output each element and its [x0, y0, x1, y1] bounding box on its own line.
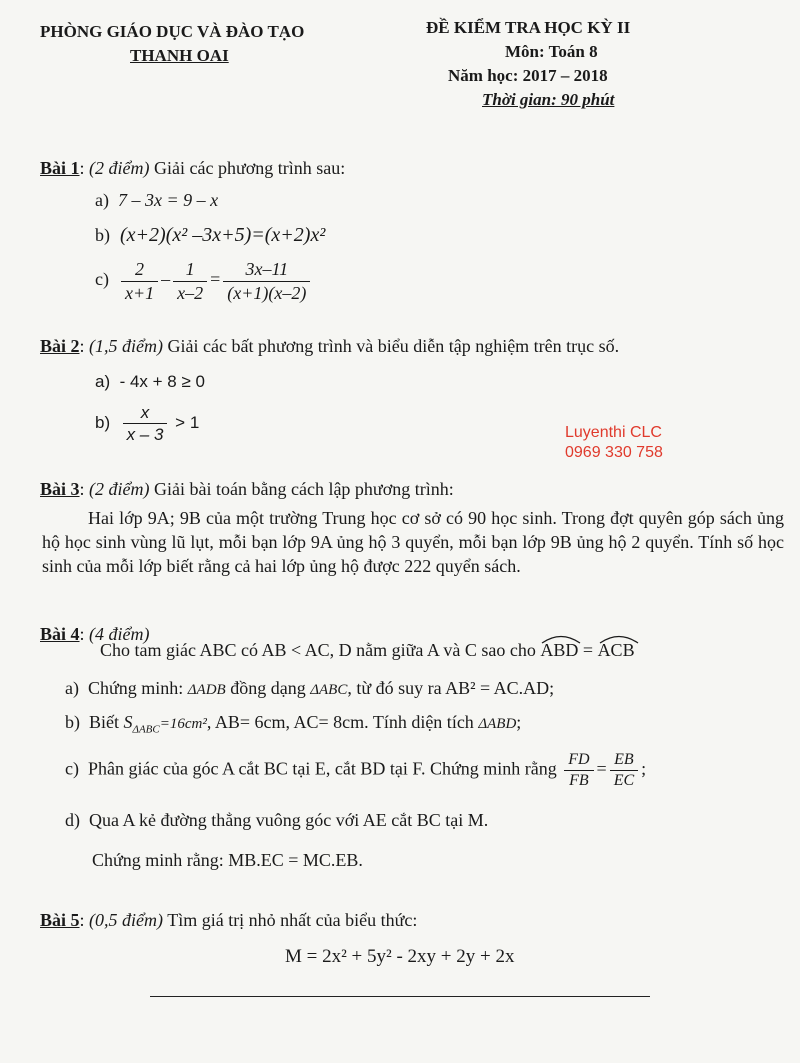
q1-c-fraction-2: $\frac{1}{x-2}$	[173, 258, 207, 304]
question-5-points: (0,5 điểm)	[89, 910, 164, 930]
angle-equals: =	[582, 640, 594, 660]
question-3-points: (2 điểm)	[89, 479, 150, 499]
q1-b-label: b)	[95, 225, 110, 245]
question-1-label: Bài 1	[40, 158, 80, 178]
q1-part-b	[95, 224, 325, 247]
angle-hat-icon	[540, 634, 582, 644]
q4-part-d-proof: Chứng minh rằng: MB.EC = MC.EB.	[92, 850, 363, 870]
q4-c-label: c)	[65, 758, 79, 779]
question-2-label: Bài 2	[40, 336, 80, 356]
q1-c-label: c)	[95, 269, 109, 290]
district-name: THANH OAI	[130, 46, 229, 65]
question-3-body: Hai lớp 9A; 9B của một trường Trung học cơ sở có 90 học sinh. Trong đợt quyên góp sách ủng hộ học sinh vùng lũ lụt, mỗi bạn lớp 9A ủng hộ 3 quyển, mỗi bạn lớp 9B ủng hộ 2 quyển. Tính số học sinh của mỗi lớp biết rằng cả hai lớp ủng hộ được 222 quyển sách.	[42, 508, 784, 576]
q2-a-inequality: - 4x + 8 ≥ 0	[119, 372, 205, 391]
q4-intro-text: Cho tam giác ABC có AB < AC, D nằm giữa A và C sao cho	[100, 640, 536, 660]
q1-a-equation: 7 – 3x = 9 – x	[117, 190, 219, 210]
q1-part-a	[95, 190, 218, 211]
q2-b-rest: > 1	[175, 413, 200, 433]
q1-c-fraction-3: $\frac{3x-11}{(x+1)(x-2)}$	[223, 258, 310, 304]
q4-part-b: b) Biết $S_{\Delta ABC}=16cm^2$, AB= 6cm, AC= 8cm. Tính diện tích ΔABD;	[65, 712, 522, 736]
watermark-name: Luyenthi CLC	[565, 424, 662, 441]
question-2-points: (1,5 điểm)	[89, 336, 164, 356]
q1-c-equals: =	[210, 269, 221, 290]
q2-b-label: b)	[95, 413, 111, 433]
triangle-abc: ΔABC	[310, 682, 348, 698]
question-1-heading: Bài 1: (2 điểm) Giải các phương trình sau:	[40, 158, 346, 178]
q4-d-label: d)	[65, 810, 80, 830]
q4-c-fraction-1: $\frac{FD}{FB}$	[564, 750, 593, 791]
question-2-instruction: Giải các bất phương trình và biểu diễn tập nghiệm trên trục số.	[167, 336, 620, 356]
question-1-instruction: Giải các phương trình sau:	[154, 158, 346, 178]
question-5-expression: M = 2x² + 5y² - 2xy + 2y + 2x	[285, 946, 515, 967]
exam-time: Thời gian: 90 phút	[482, 90, 615, 109]
q2-a-label: a)	[95, 372, 111, 391]
angle-acb: ACB	[598, 640, 635, 661]
question-3-heading: Bài 3: (2 điểm) Giải bài toán bằng cách lập phương trình:	[40, 479, 454, 499]
area-symbol: $S_{\Delta ABC}$	[123, 712, 160, 736]
question-1-points: (2 điểm)	[89, 158, 150, 178]
question-2-heading: Bài 2: (1,5 điểm) Giải các bất phương trình và biểu diễn tập nghiệm trên trục số.	[40, 336, 620, 356]
angle-abd: ABD	[540, 640, 578, 661]
q4-part-c: c) Phân giác của góc A cắt BC tại E, cắt BD tại F. Chứng minh rằng $\frac{FD}{FB}$ = $\frac{EB}{EC}$ ;	[65, 751, 647, 789]
question-3-instruction: Giải bài toán bằng cách lập phương trình:	[154, 479, 454, 499]
q1-a-label: a)	[95, 190, 109, 210]
q4-part-a: a) Chứng minh: ΔADB đồng dạng ΔABC, từ đó suy ra AB² = AC.AD;	[65, 678, 555, 698]
q4-a-label: a)	[65, 678, 79, 698]
exam-subject: Môn: Toán 8	[505, 42, 598, 61]
question-5-instruction: Tìm giá trị nhỏ nhất của biểu thức:	[167, 910, 418, 930]
exam-title: ĐỀ KIỂM TRA HỌC KỲ II	[426, 18, 631, 37]
triangle-adb: ΔADB	[187, 682, 226, 698]
q2-b-fraction: $\frac{x}{x - 3}$	[123, 402, 168, 446]
q1-b-equation: (x+2)(x² –3x+5)=(x+2)x²	[120, 224, 326, 246]
q2-part-b	[95, 402, 199, 446]
watermark-phone: 0969 330 758	[565, 444, 663, 461]
q4-part-d: d) Qua A kẻ đường thẳng vuông góc với AE cắt BC tại M.	[65, 810, 489, 830]
question-4-heading: Bài 4: (4 điểm)	[40, 624, 150, 644]
q2-part-a	[95, 372, 205, 392]
q1-c-fraction-1: $\frac{2}{x+1}$	[121, 258, 158, 304]
end-divider	[150, 996, 650, 997]
q1-part-c	[95, 258, 313, 304]
question-4-points: (4 điểm)	[89, 624, 150, 644]
question-3-label: Bài 3	[40, 479, 80, 499]
department-name: PHÒNG GIÁO DỤC VÀ ĐÀO TẠO	[40, 22, 305, 41]
triangle-abd: ΔABD	[478, 716, 517, 732]
question-4-intro	[100, 640, 635, 661]
question-5-label: Bài 5	[40, 910, 80, 930]
question-5-heading: Bài 5: (0,5 điểm) Tìm giá trị nhỏ nhất của biểu thức:	[40, 910, 418, 930]
exam-year: Năm học: 2017 – 2018	[448, 66, 608, 85]
q4-b-label: b)	[65, 712, 80, 732]
question-4-label: Bài 4	[40, 624, 80, 644]
area-value: =16cm²	[159, 716, 207, 732]
q1-c-minus: –	[161, 269, 171, 290]
q4-c-fraction-2: $\frac{EB}{EC}$	[610, 750, 638, 791]
angle-hat-icon	[598, 634, 640, 644]
